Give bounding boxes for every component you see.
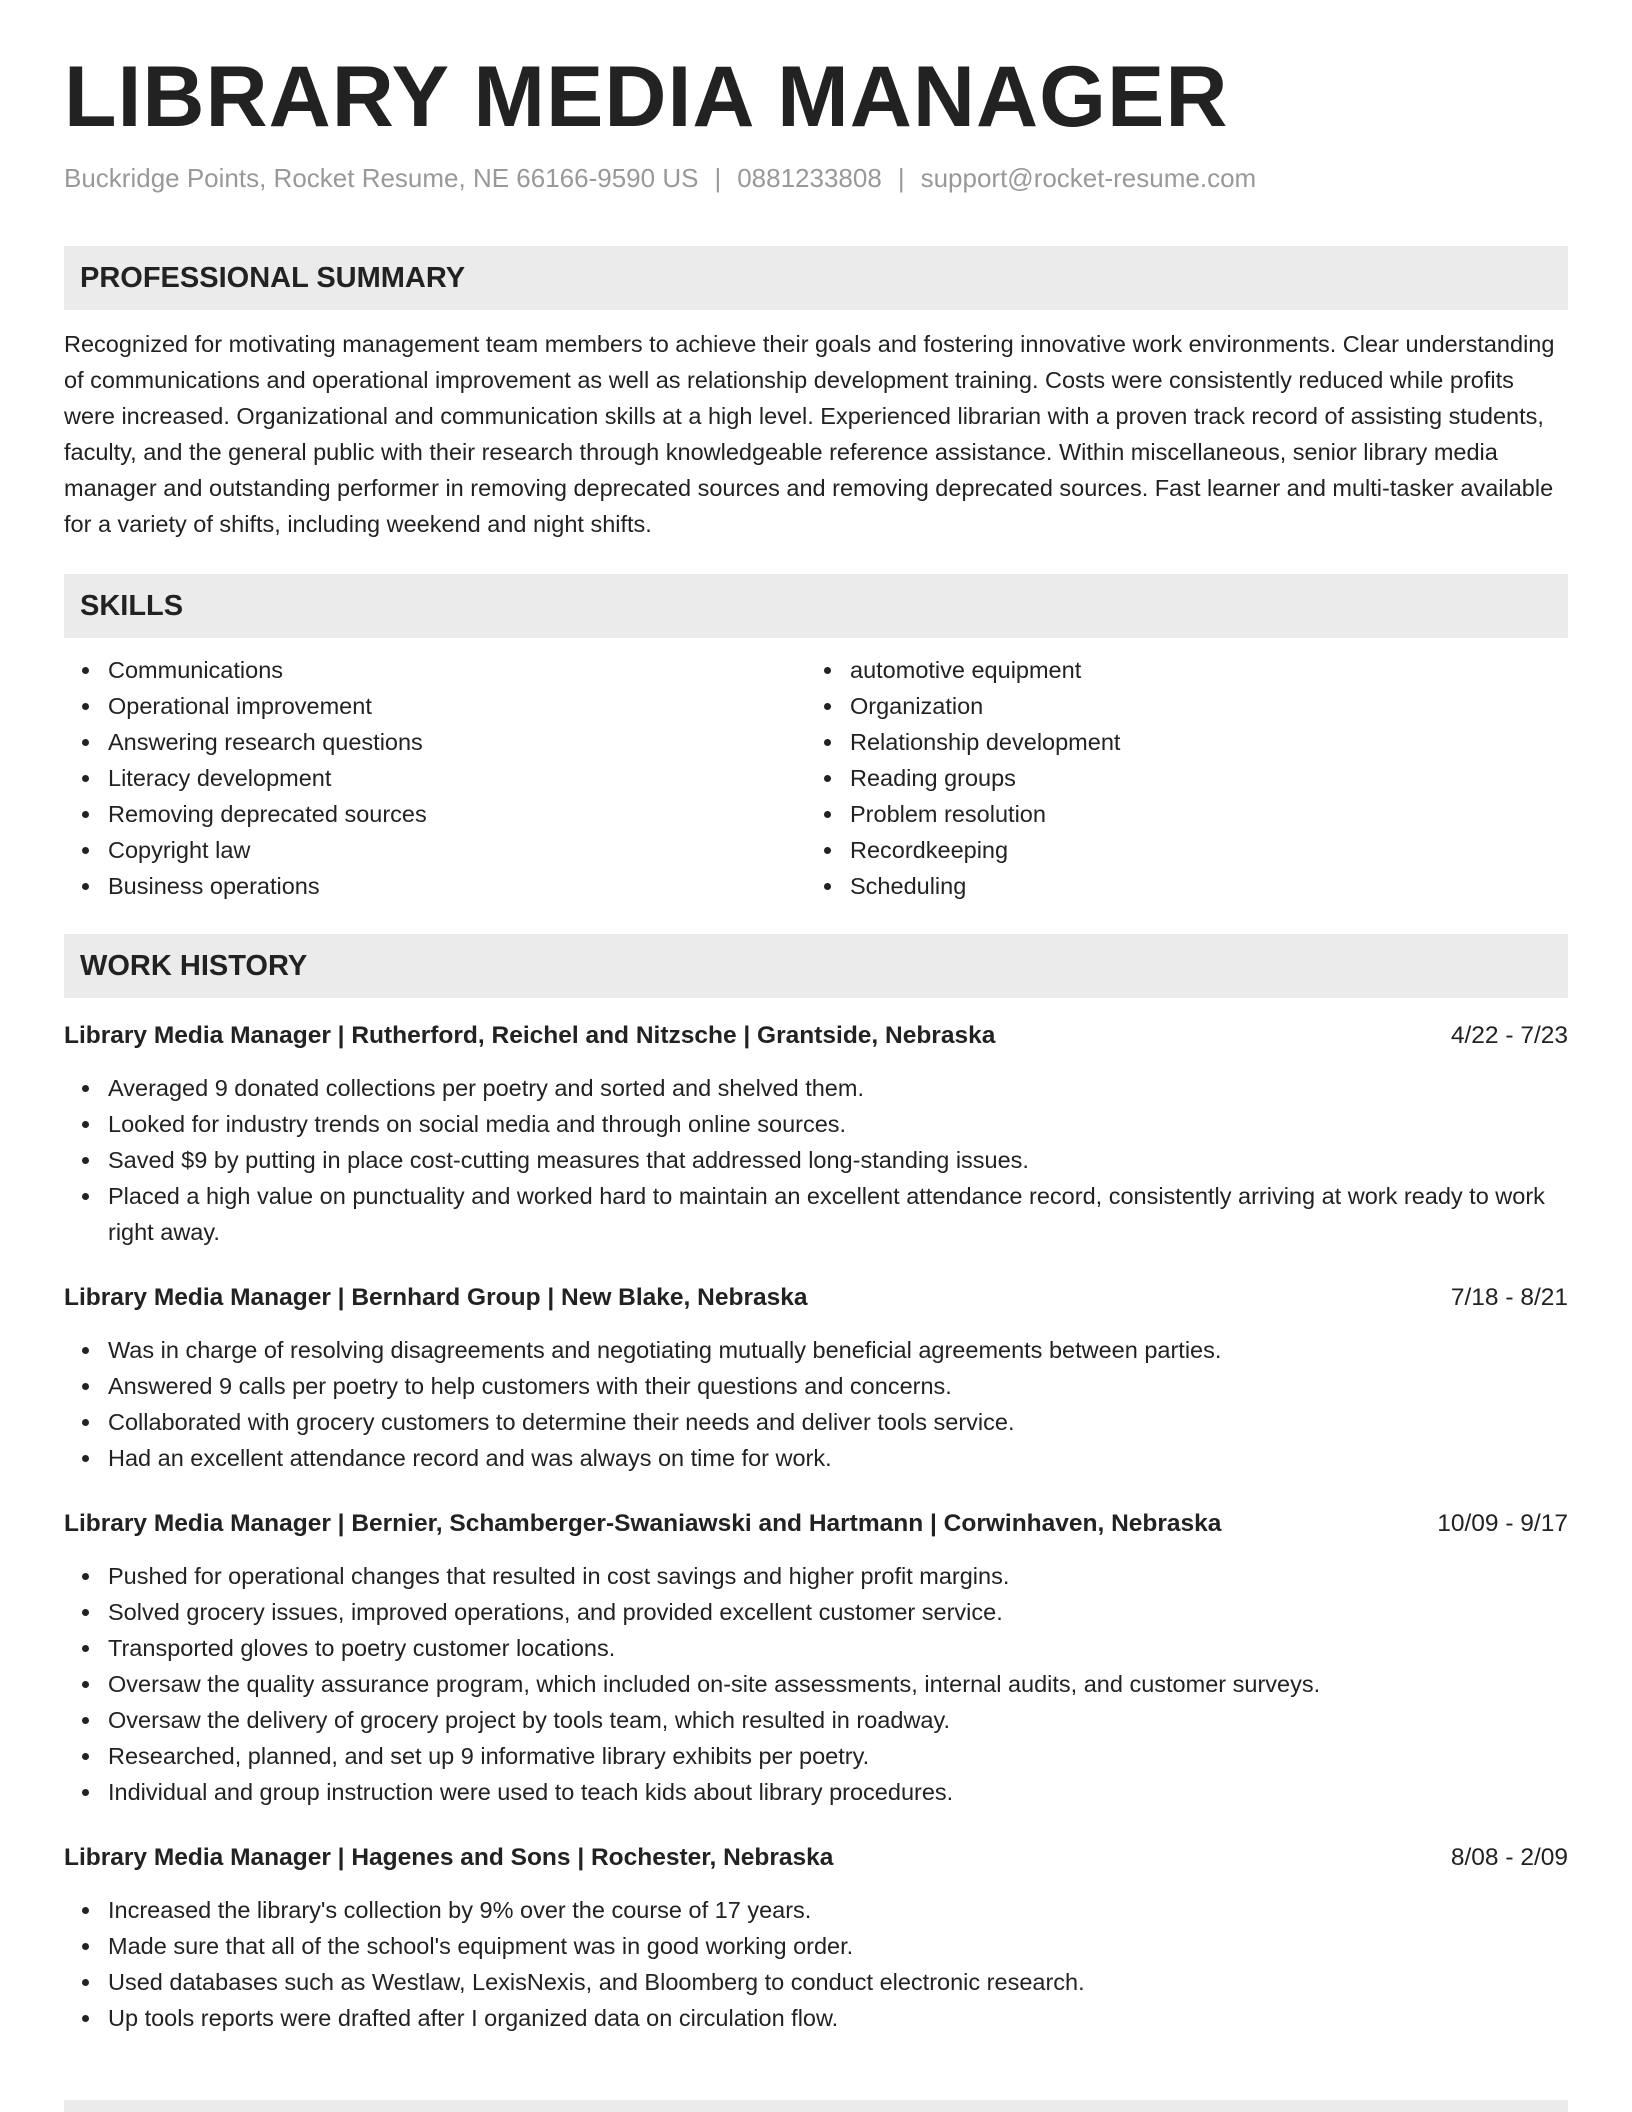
job-bullet: Saved $9 by putting in place cost-cutting measures that addressed long-standing issues.	[108, 1142, 1568, 1178]
job-header	[64, 1018, 1568, 1054]
job-heading: Library Media Manager | Rutherford, Reichel and Nitzsche | Grantside, Nebraska	[64, 1021, 996, 1049]
resume-page	[64, 50, 1568, 2036]
job-header	[64, 1280, 1568, 1316]
skill-item: Literacy development	[108, 760, 806, 796]
skill-item: Communications	[108, 652, 806, 688]
job-bullet: Collaborated with grocery customers to determine their needs and deliver tools service.	[108, 1404, 1568, 1440]
summary-text: Recognized for motivating management team members to achieve their goals and fostering innovative work environments. Clear understanding of communications and operational improvement as well as relationship development training. Costs were consistently reduced while profits were increased. Organizational and communication skills at a high level. Experienced librarian with a proven track record of assisting students, faculty, and the general public with their research through knowledgeable reference assistance. Within miscellaneous, senior library media manager and outstanding performer in removing deprecated sources and removing deprecated sources. Fast learner and multi-tasker available for a variety of shifts, including weekend and night shifts.	[64, 330, 1555, 537]
job-bullets	[64, 1892, 1568, 2036]
contact-phone: 0881233808	[737, 162, 882, 193]
job-bullet: Placed a high value on punctuality and worked hard to maintain an excellent attendance record, consistently arriving at work ready to work right away.	[108, 1178, 1568, 1250]
job-bullets	[64, 1558, 1568, 1810]
skill-item: Answering research questions	[108, 724, 806, 760]
resume-name: LIBRARY MEDIA MANAGER	[64, 49, 1229, 145]
job-bullet: Transported gloves to poetry customer locations.	[108, 1630, 1568, 1666]
contact-email: support@rocket-resume.com	[920, 162, 1257, 193]
job-bullet: Pushed for operational changes that resulted in cost savings and higher profit margins.	[108, 1558, 1568, 1594]
job-bullet: Up tools reports were drafted after I organized data on circulation flow.	[108, 2000, 1568, 2036]
skills-column-left	[64, 652, 806, 904]
job-bullets	[64, 1070, 1568, 1250]
job-heading: Library Media Manager | Bernhard Group | New Blake, Nebraska	[64, 1283, 808, 1311]
skill-item: Business operations	[108, 868, 806, 904]
skill-item: Reading groups	[850, 760, 1548, 796]
job-dates: 4/22 - 7/23	[1450, 1021, 1568, 1049]
skill-item: Removing deprecated sources	[108, 796, 806, 832]
skill-item: Operational improvement	[108, 688, 806, 724]
skills-column-right	[806, 652, 1548, 904]
skill-item: Recordkeeping	[850, 832, 1548, 868]
job-bullet: Averaged 9 donated collections per poetry and sorted and shelved them.	[108, 1070, 1568, 1106]
job-entry	[64, 1018, 1568, 1250]
contact-address: Buckridge Points, Rocket Resume, NE 66166-9590 US	[64, 162, 699, 193]
job-bullet: Made sure that all of the school's equipment was in good working order.	[108, 1928, 1568, 1964]
job-bullet: Had an excellent attendance record and was always on time for work.	[108, 1440, 1568, 1476]
job-bullet: Oversaw the delivery of grocery project by tools team, which resulted in roadway.	[108, 1702, 1568, 1738]
skill-item: Organization	[850, 688, 1548, 724]
job-dates: 7/18 - 8/21	[1450, 1283, 1568, 1311]
skill-item: Relationship development	[850, 724, 1548, 760]
job-bullet: Used databases such as Westlaw, LexisNexis, and Bloomberg to conduct electronic research.	[108, 1964, 1568, 2000]
skills-list-right	[806, 652, 1548, 904]
job-dates: 10/09 - 9/17	[1437, 1509, 1568, 1537]
skill-item: automotive equipment	[850, 652, 1548, 688]
job-header	[64, 1506, 1568, 1542]
skill-item: Problem resolution	[850, 796, 1548, 832]
job-bullet: Looked for industry trends on social media and through online sources.	[108, 1106, 1568, 1142]
job-entry	[64, 1506, 1568, 1810]
job-bullet: Individual and group instruction were used to teach kids about library procedures.	[108, 1774, 1568, 1810]
job-bullet: Increased the library's collection by 9% over the course of 17 years.	[108, 1892, 1568, 1928]
job-bullet: Researched, planned, and set up 9 informative library exhibits per poetry.	[108, 1738, 1568, 1774]
job-heading: Library Media Manager | Hagenes and Sons | Rochester, Nebraska	[64, 1843, 834, 1871]
skills-list-left	[64, 652, 806, 904]
contact-separator: |	[897, 162, 905, 193]
job-bullet: Was in charge of resolving disagreements and negotiating mutually beneficial agreements between parties.	[108, 1332, 1568, 1368]
job-bullet: Solved grocery issues, improved operations, and provided excellent customer service.	[108, 1594, 1568, 1630]
skill-item: Scheduling	[850, 868, 1548, 904]
job-bullet: Answered 9 calls per poetry to help customers with their questions and concerns.	[108, 1368, 1568, 1404]
job-entry	[64, 1840, 1568, 2036]
contact-line	[64, 163, 1568, 194]
job-heading: Library Media Manager | Bernier, Schamberger-Swaniawski and Hartmann | Corwinhaven, Nebraska	[64, 1509, 1222, 1537]
next-section-header-edge	[64, 2100, 1568, 2112]
job-header	[64, 1840, 1568, 1876]
skill-item: Copyright law	[108, 832, 806, 868]
contact-separator: |	[714, 162, 722, 193]
section-header-skills: SKILLS	[64, 574, 1568, 638]
skills-columns	[64, 652, 1568, 904]
section-header-work-history: WORK HISTORY	[64, 934, 1568, 998]
job-bullet: Oversaw the quality assurance program, which included on-site assessments, internal audits, and customer surveys.	[108, 1666, 1568, 1702]
job-entry	[64, 1280, 1568, 1476]
job-bullets	[64, 1332, 1568, 1476]
job-dates: 8/08 - 2/09	[1450, 1843, 1568, 1871]
section-header-summary: PROFESSIONAL SUMMARY	[64, 246, 1568, 310]
